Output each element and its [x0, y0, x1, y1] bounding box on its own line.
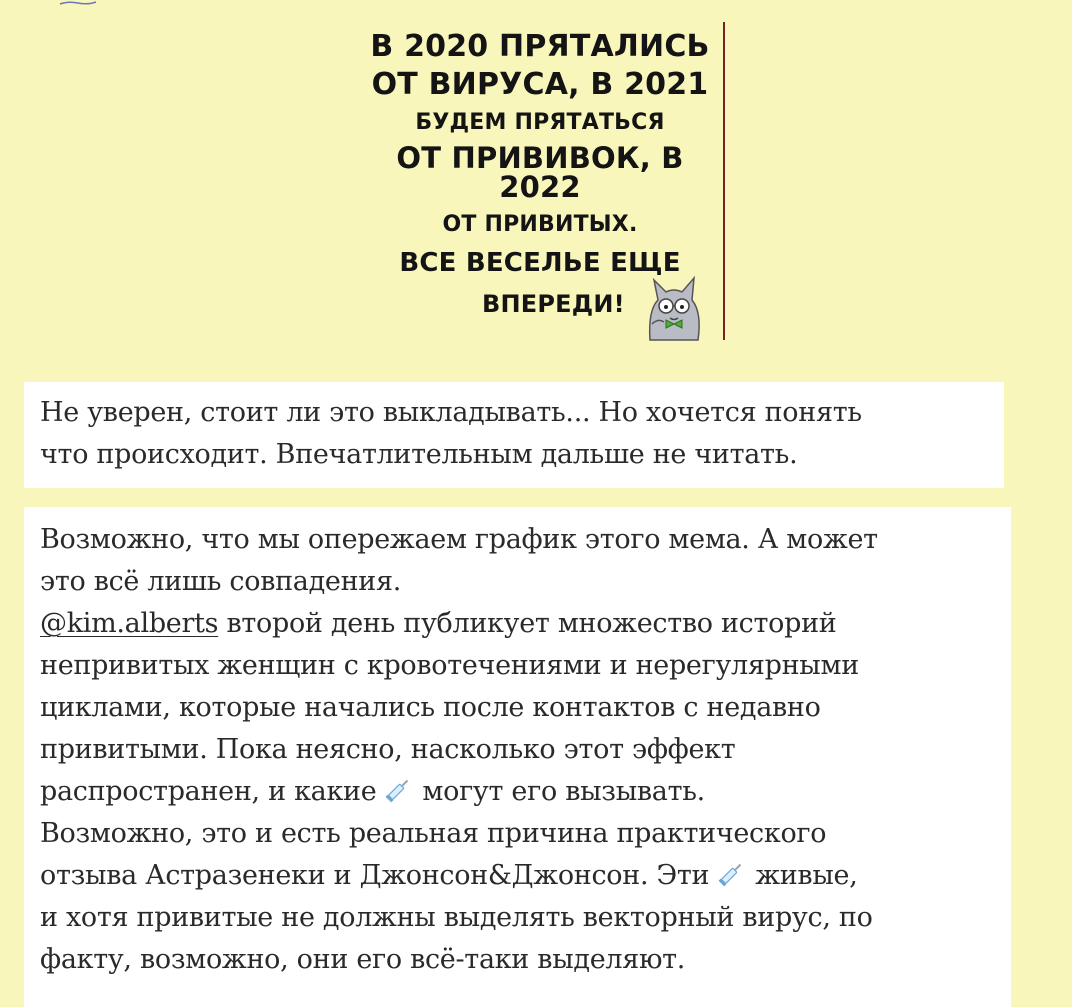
text-segment: могут его вызывать. — [422, 776, 705, 807]
text-line — [40, 603, 997, 645]
text-line: Не уверен, стоит ли это выкладывать... Но хочется понять — [40, 397, 862, 428]
text-line — [40, 771, 997, 813]
text-line: циклами, которые начались после контактов с недавно — [40, 692, 821, 723]
user-mention-link[interactable]: @kim.alberts — [40, 608, 219, 639]
text-line: привитыми. Пока неясно, насколько этот эффект — [40, 734, 736, 765]
meme-line: БУДЕМ ПРЯТАТЬСЯ — [415, 110, 665, 135]
post-intro-card — [24, 382, 1004, 488]
text-line: непривитых женщин с кровотечениями и нерегулярными — [40, 650, 859, 681]
corner-logo-fragment — [58, 0, 98, 6]
text-line: и хотя привитые не должны выделять векторный вирус, по — [40, 902, 873, 933]
text-line: Возможно, это и есть реальная причина практического — [40, 818, 827, 849]
syringe-icon — [384, 774, 414, 804]
text-line: это всё лишь совпадения. — [40, 566, 401, 597]
meme-line: В 2020 ПРЯТАЛИСЬ — [370, 29, 710, 64]
meme-divider — [723, 22, 725, 340]
text-line: Возможно, что мы опережаем график этого мема. А может — [40, 524, 878, 555]
meme-image — [360, 20, 730, 342]
text-segment: второй день публикует множество историй — [218, 608, 837, 639]
text-segment: живые, — [755, 860, 858, 891]
meme-line: ВПЕРЕДИ! — [482, 290, 625, 318]
text-line: факту, возможно, они его всё-таки выделяют. — [40, 944, 686, 975]
text-segment: распространен, и какие — [40, 776, 377, 807]
cat-with-glasses-icon — [636, 270, 708, 342]
syringe-icon — [717, 858, 747, 888]
meme-line: ОТ ВИРУСА, В 2021 — [371, 67, 709, 102]
meme-line: ОТ ПРИВИВОК, В 2022 — [396, 141, 684, 204]
text-segment: отзыва Астразенеки и Джонсон&Джонсон. Эти — [40, 860, 710, 891]
meme-line: ВСЕ ВЕСЕЛЬЕ ЕЩЕ — [399, 248, 681, 278]
post-body-card — [24, 507, 1011, 1007]
text-line — [40, 855, 997, 897]
meme-line: ОТ ПРИВИТЫХ. — [442, 212, 638, 237]
text-line: что происходит. Впечатлительным дальше не читать. — [40, 439, 798, 470]
